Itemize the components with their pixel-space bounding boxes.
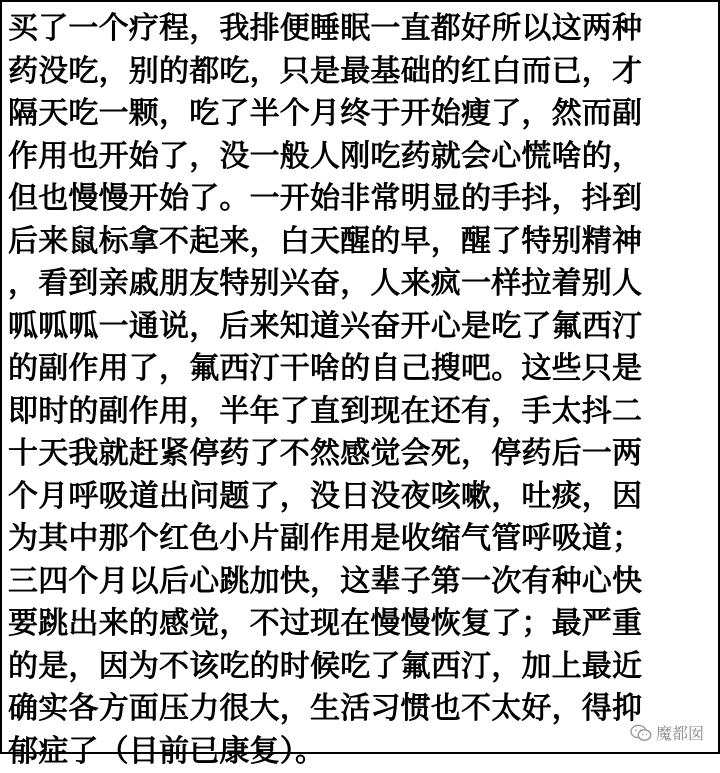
article-line: 十天我就赶紧停药了不然感觉会死，停药后一两 [8,433,712,476]
article-line: 的是，因为不该吃的时候吃了氟西汀，加上最近 [8,646,712,689]
article-line: 后来鼠标拿不起来，白天醒的早，醒了特别精神 [8,221,712,264]
article-line: 的副作用了，氟西汀干啥的自己搜吧。这些只是 [8,348,712,391]
article-line: 要跳出来的感觉，不过现在慢慢恢复了；最严重 [8,603,712,646]
article-line: 买了一个疗程，我排便睡眠一直都好所以这两种 [8,8,712,51]
article-line: 三四个月以后心跳加快，这辈子第一次有种心快 [8,561,712,604]
article-line: 确实各方面压力很大，生活习惯也不太好，得抑 [8,688,712,731]
wechat-icon [630,724,652,742]
article-line: 为其中那个红色小片副作用是收缩气管呼吸道； [8,518,712,561]
article-line: 药没吃，别的都吃，只是最基础的红白而已，才 [8,51,712,94]
article-line: 隔天吃一颗，吃了半个月终于开始瘦了，然而副 [8,93,712,136]
watermark-text: 魔都囡 [656,721,704,744]
article-line: 作用也开始了，没一般人刚吃药就会心慌啥的， [8,136,712,179]
article-line: 即时的副作用，半年了直到现在还有，手太抖二 [8,391,712,434]
article-line: 呱呱呱一通说，后来知道兴奋开心是吃了氟西汀 [8,306,712,349]
article-body [8,8,712,773]
watermark [630,721,704,744]
article-line: 郁症了（目前已康复）。 [8,731,712,773]
article-line: ，看到亲戚朋友特别兴奋，人来疯一样拉着别人 [8,263,712,306]
article-line: 个月呼吸道出问题了，没日没夜咳嗽，吐痰，因 [8,476,712,519]
article-line: 但也慢慢开始了。一开始非常明显的手抖，抖到 [8,178,712,221]
